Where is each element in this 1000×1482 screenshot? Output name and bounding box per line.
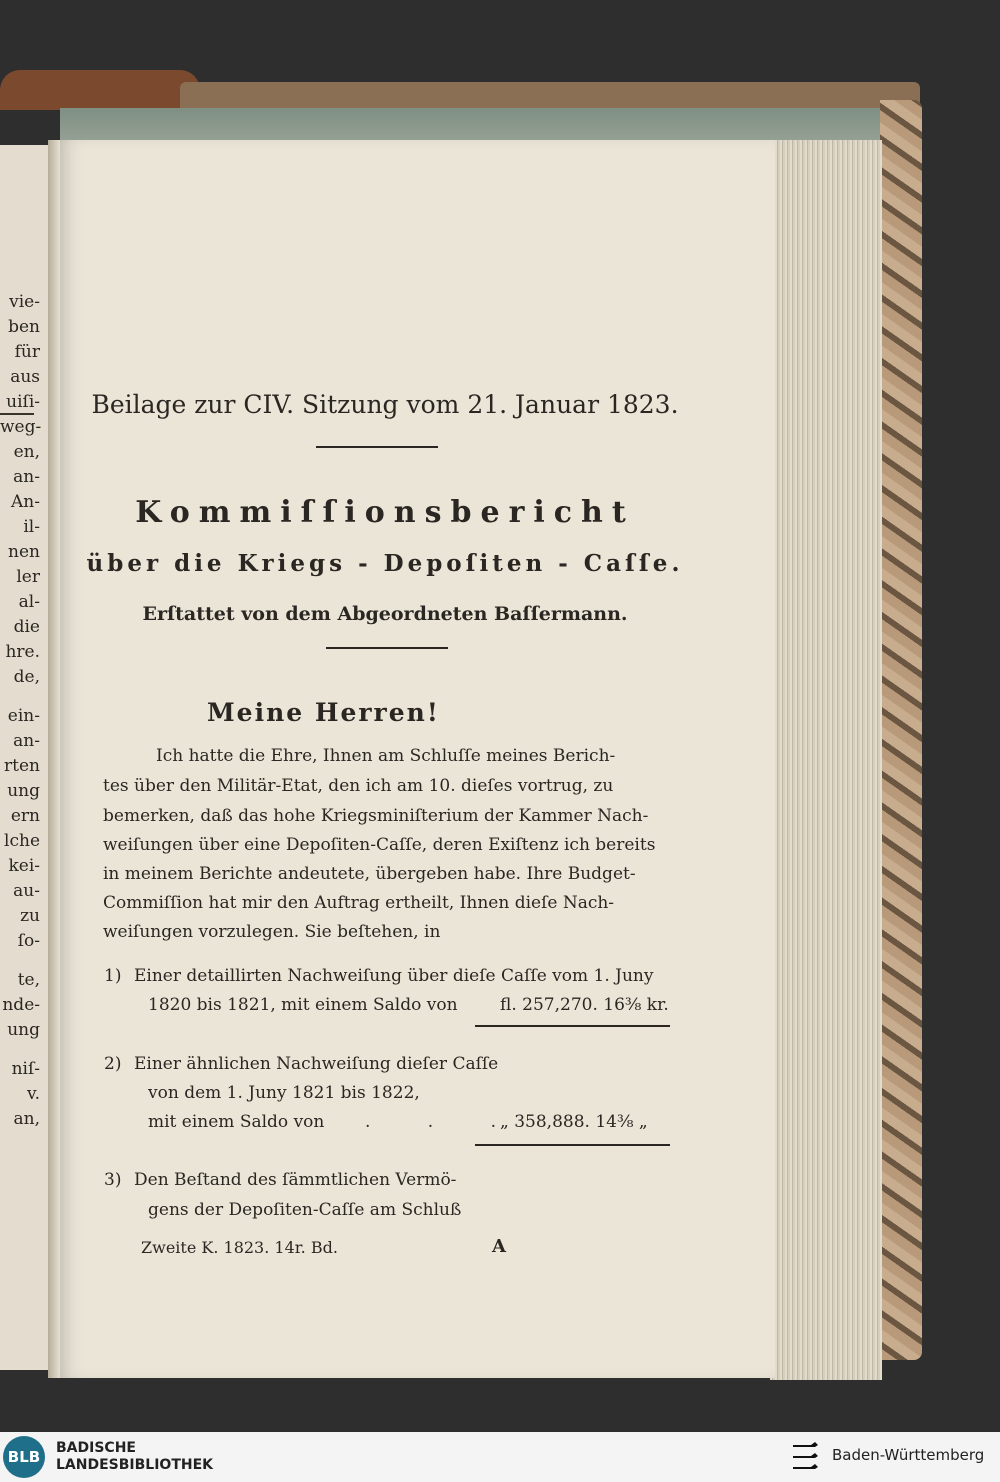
report-title: Kommiſſionsbericht [135,495,635,530]
heading-rule [316,446,438,448]
blb-logo[interactable]: BLB [3,1436,45,1478]
left-page-fragment: nde- [2,995,40,1015]
left-page-fragment: an- [13,467,40,487]
left-page-fragment: rten [4,756,40,776]
body-line: Commiſſion hat mir den Auftrag ertheilt, Ihnen dieſe Nach- [103,893,615,913]
item-amount: fl. 257,270. 16⅜ kr. [500,995,669,1015]
item-number: 3) [104,1170,122,1190]
marbled-cover [880,100,922,1360]
supplement-heading: Beilage zur CIV. Sitzung vom 21. Januar 1823. [91,390,679,419]
left-page-fragment: zu [20,906,40,926]
left-page-fragment: die [13,617,40,637]
signature-mark: A [492,1236,506,1257]
item-line: 1820 bis 1821, mit einem Saldo von [148,995,458,1015]
item-line: Einer ähnlichen Nachweiſung dieſer Caſſe [134,1054,499,1074]
left-page-fragment: an- [13,731,40,751]
left-page-fragment: il- [23,517,40,537]
left-page-fragment: kei- [8,856,40,876]
body-line: Ich hatte die Ehre, Ihnen am Schluſſe meines Berich- [156,746,616,766]
left-page-fragment: ern [10,806,40,826]
left-page-fragment: für [14,342,40,362]
item-leader-dots: . . . [365,1112,523,1132]
report-subtitle: über die Kriegs - Depoſiten - Caſſe. [86,550,684,577]
left-page-fragment: ben [8,317,40,337]
left-page-fragment: weg- [0,417,42,437]
item-number: 1) [104,966,122,986]
bw-label[interactable]: Baden-Württemberg [832,1446,985,1464]
report-byline: Erſtattet von dem Abgeordneten Baſſermann. [142,603,628,625]
page-gutter [48,140,60,1378]
left-page-fragment: ung [7,1020,40,1040]
left-page-fragment: niſ- [11,1059,40,1079]
item-line: von dem 1. Juny 1821 bis 1822, [148,1083,420,1103]
left-page-fragment: lche [4,831,40,851]
left-page-fragment: aus [10,367,40,387]
item-line: Den Beſtand des ſämmtlichen Vermö- [134,1170,457,1190]
left-page-fragment: nen [8,542,40,562]
body-line: weiſungen über eine Depoſiten-Caſſe, deren Exiſtenz ich bereits [103,835,656,855]
left-page-fragment: ler [16,567,40,587]
body-line: weiſungen vorzulegen. Sie beſtehen, in [103,922,441,942]
left-page-fragment: al- [18,592,40,612]
left-page-fragment: v. [27,1084,40,1104]
page-fore-edge [770,140,882,1380]
item-amount: „ 358,888. 14⅜ „ [500,1112,648,1132]
byline-rule [326,647,448,649]
footer-bar [0,1432,1000,1482]
item-number: 2) [104,1054,122,1074]
left-page-fragment: te, [17,970,40,990]
left-page-fragment: de, [13,667,40,687]
blb-name-line2: LANDESBIBLIOTHEK [56,1457,214,1473]
amount-rule [475,1025,670,1027]
left-page-fragment: an, [13,1109,40,1129]
salutation: Meine Herren! [207,698,440,727]
left-page-fragment: An- [11,492,40,512]
body-line: tes über den Militär-Etat, den ich am 10. dieſes vortrug, zu [103,776,614,796]
left-page-fragment: ung [7,781,40,801]
blb-name-line1: BADISCHE [56,1440,136,1456]
body-line: in meinem Berichte andeutete, übergeben habe. Ihre Budget- [103,864,636,884]
three-lions-icon [790,1440,822,1474]
left-page-fragment: uiſi- [6,392,40,412]
item-line: Einer detaillirten Nachweiſung über dieſe Caſſe vom 1. Juny [134,966,654,986]
left-page-text [0,290,40,1132]
body-line: bemerken, daß das hohe Kriegsminiſterium der Kammer Nach- [103,806,649,826]
left-page-fragment: en, [13,442,40,462]
left-page-fragment: vie- [9,292,40,312]
blb-name[interactable] [56,1440,213,1474]
left-page-fragment: au- [13,881,40,901]
item-line: gens der Depoſiten-Caſſe am Schluß [148,1200,462,1220]
amount-rule [475,1144,670,1146]
book-spine [0,70,200,110]
left-page-fragment: ſo- [17,931,40,951]
left-page-fragment: ein- [7,706,40,726]
left-page-fragment: hre. [5,642,40,662]
signature-line: Zweite K. 1823. 14r. Bd. [141,1238,338,1257]
item-line: mit einem Saldo von [148,1112,325,1132]
